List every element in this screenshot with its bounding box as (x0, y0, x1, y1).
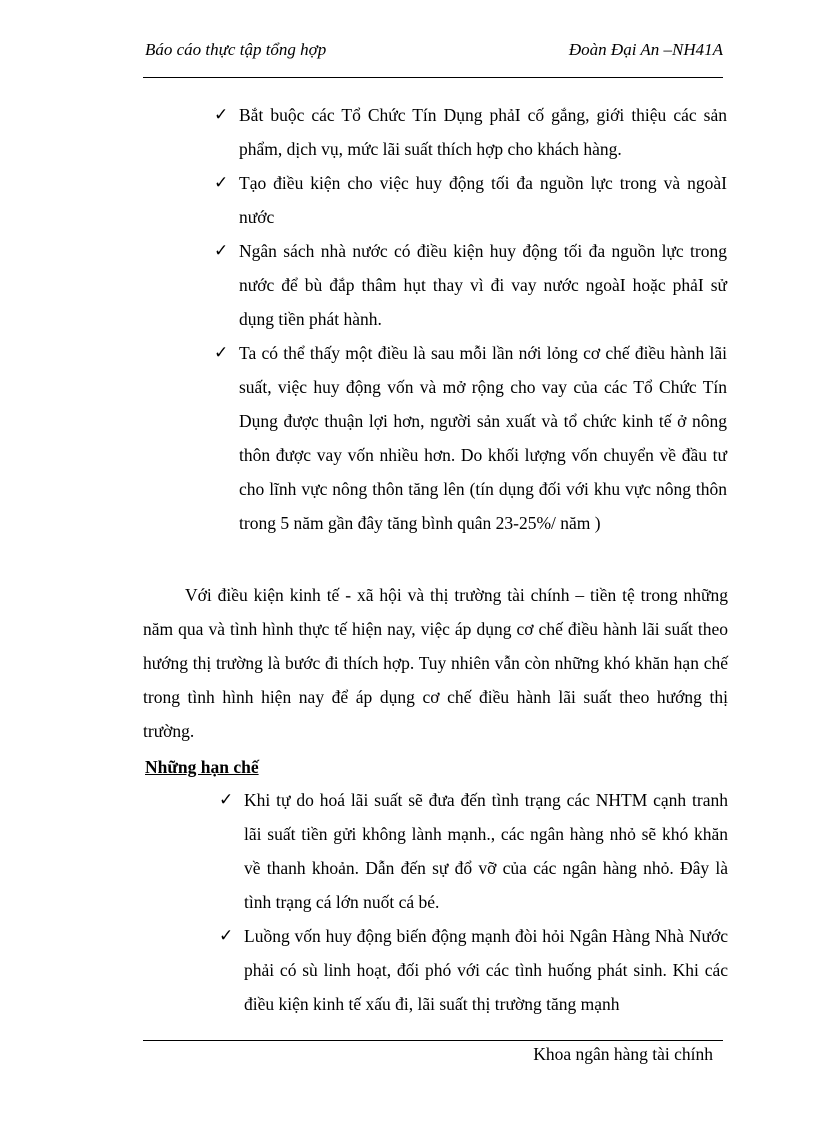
list-item (214, 166, 727, 234)
list-item (219, 919, 728, 1021)
benefits-bullet-list (214, 98, 727, 540)
list-item (219, 783, 728, 919)
limitations-bullet-list (219, 783, 728, 1021)
section-heading: Những hạn chế (145, 757, 259, 777)
bullet-text: Ngân sách nhà nước có điều kiện huy động tối đa nguồn lực trong nước để bù đắp thâm hụt thay vì đi vay nước ngoàI hoặc phảI sử dụng tiền phát hành. (239, 241, 727, 329)
bullet-text: Bắt buộc các Tổ Chức Tín Dụng phảI cố gắng, giới thiệu các sản phẩm, dịch vụ, mức lãi suất thích hợp cho khách hàng. (239, 105, 727, 159)
bullet-text: Luồng vốn huy động biến động mạnh đòi hỏi Ngân Hàng Nhà Nước phải có sù linh hoạt, đối phó với các tình huống phát sinh. Khi các điều kiện kinh tế xấu đi, lãi suất thị trường tăng mạnh (244, 926, 728, 1014)
checkmark-icon: ✓ (214, 173, 229, 193)
list-item (214, 98, 727, 166)
footer-department: Khoa ngân hàng tài chính (533, 1044, 713, 1064)
body-paragraph: Với điều kiện kinh tế - xã hội và thị trường tài chính – tiền tệ trong những năm qua và tình hình thực tế hiện nay, việc áp dụng cơ chế điều hành lãi suất theo hướng thị trường là bước đi thích hợp. Tuy nhiên vẫn còn những khó khăn hạn chế trong tình hình hiện nay để áp dụng cơ chế điều hành lãi suất theo hướng thị trường. (143, 585, 728, 741)
checkmark-icon: ✓ (214, 343, 229, 363)
bullet-text: Khi tự do hoá lãi suất sẽ đưa đến tình trạng các NHTM cạnh tranh lãi suất tiền gửi không lành mạnh., các ngân hàng nhỏ sẽ khó khăn về thanh khoản. Dẫn đến sự đổ vỡ của các ngân hàng nhỏ. Đây là tình trạng cá lớn nuốt cá bé. (244, 790, 728, 912)
bullet-text: Ta có thể thấy một điều là sau mỗi lần nới lỏng cơ chế điều hành lãi suất, việc huy động vốn và mở rộng cho vay của các Tổ Chức Tín Dụng được thuận lợi hơn, người sản xuất và tổ chức kinh tế ở nông thôn được vay vốn nhiều hơn. Do khối lượng vốn chuyển về đầu tư cho lĩnh vực nông thôn tăng lên (tín dụng đối với khu vực nông thôn trong 5 năm gần đây tăng bình quân 23-25%/ năm ) (239, 343, 727, 533)
bullet-text: Tạo điều kiện cho việc huy động tối đa nguồn lực trong và ngoàI nước (239, 173, 727, 227)
footer-divider (143, 1040, 723, 1041)
header-report-title: Báo cáo thực tập tổng hợp (145, 40, 327, 59)
checkmark-icon: ✓ (219, 790, 234, 810)
list-item (214, 234, 727, 336)
header-author: Đoàn Đại An –NH41A (568, 40, 723, 59)
checkmark-icon: ✓ (214, 241, 229, 261)
checkmark-icon: ✓ (219, 926, 234, 946)
checkmark-icon: ✓ (214, 105, 229, 125)
header-divider (143, 77, 723, 78)
page-header (145, 40, 723, 66)
list-item (214, 336, 727, 540)
